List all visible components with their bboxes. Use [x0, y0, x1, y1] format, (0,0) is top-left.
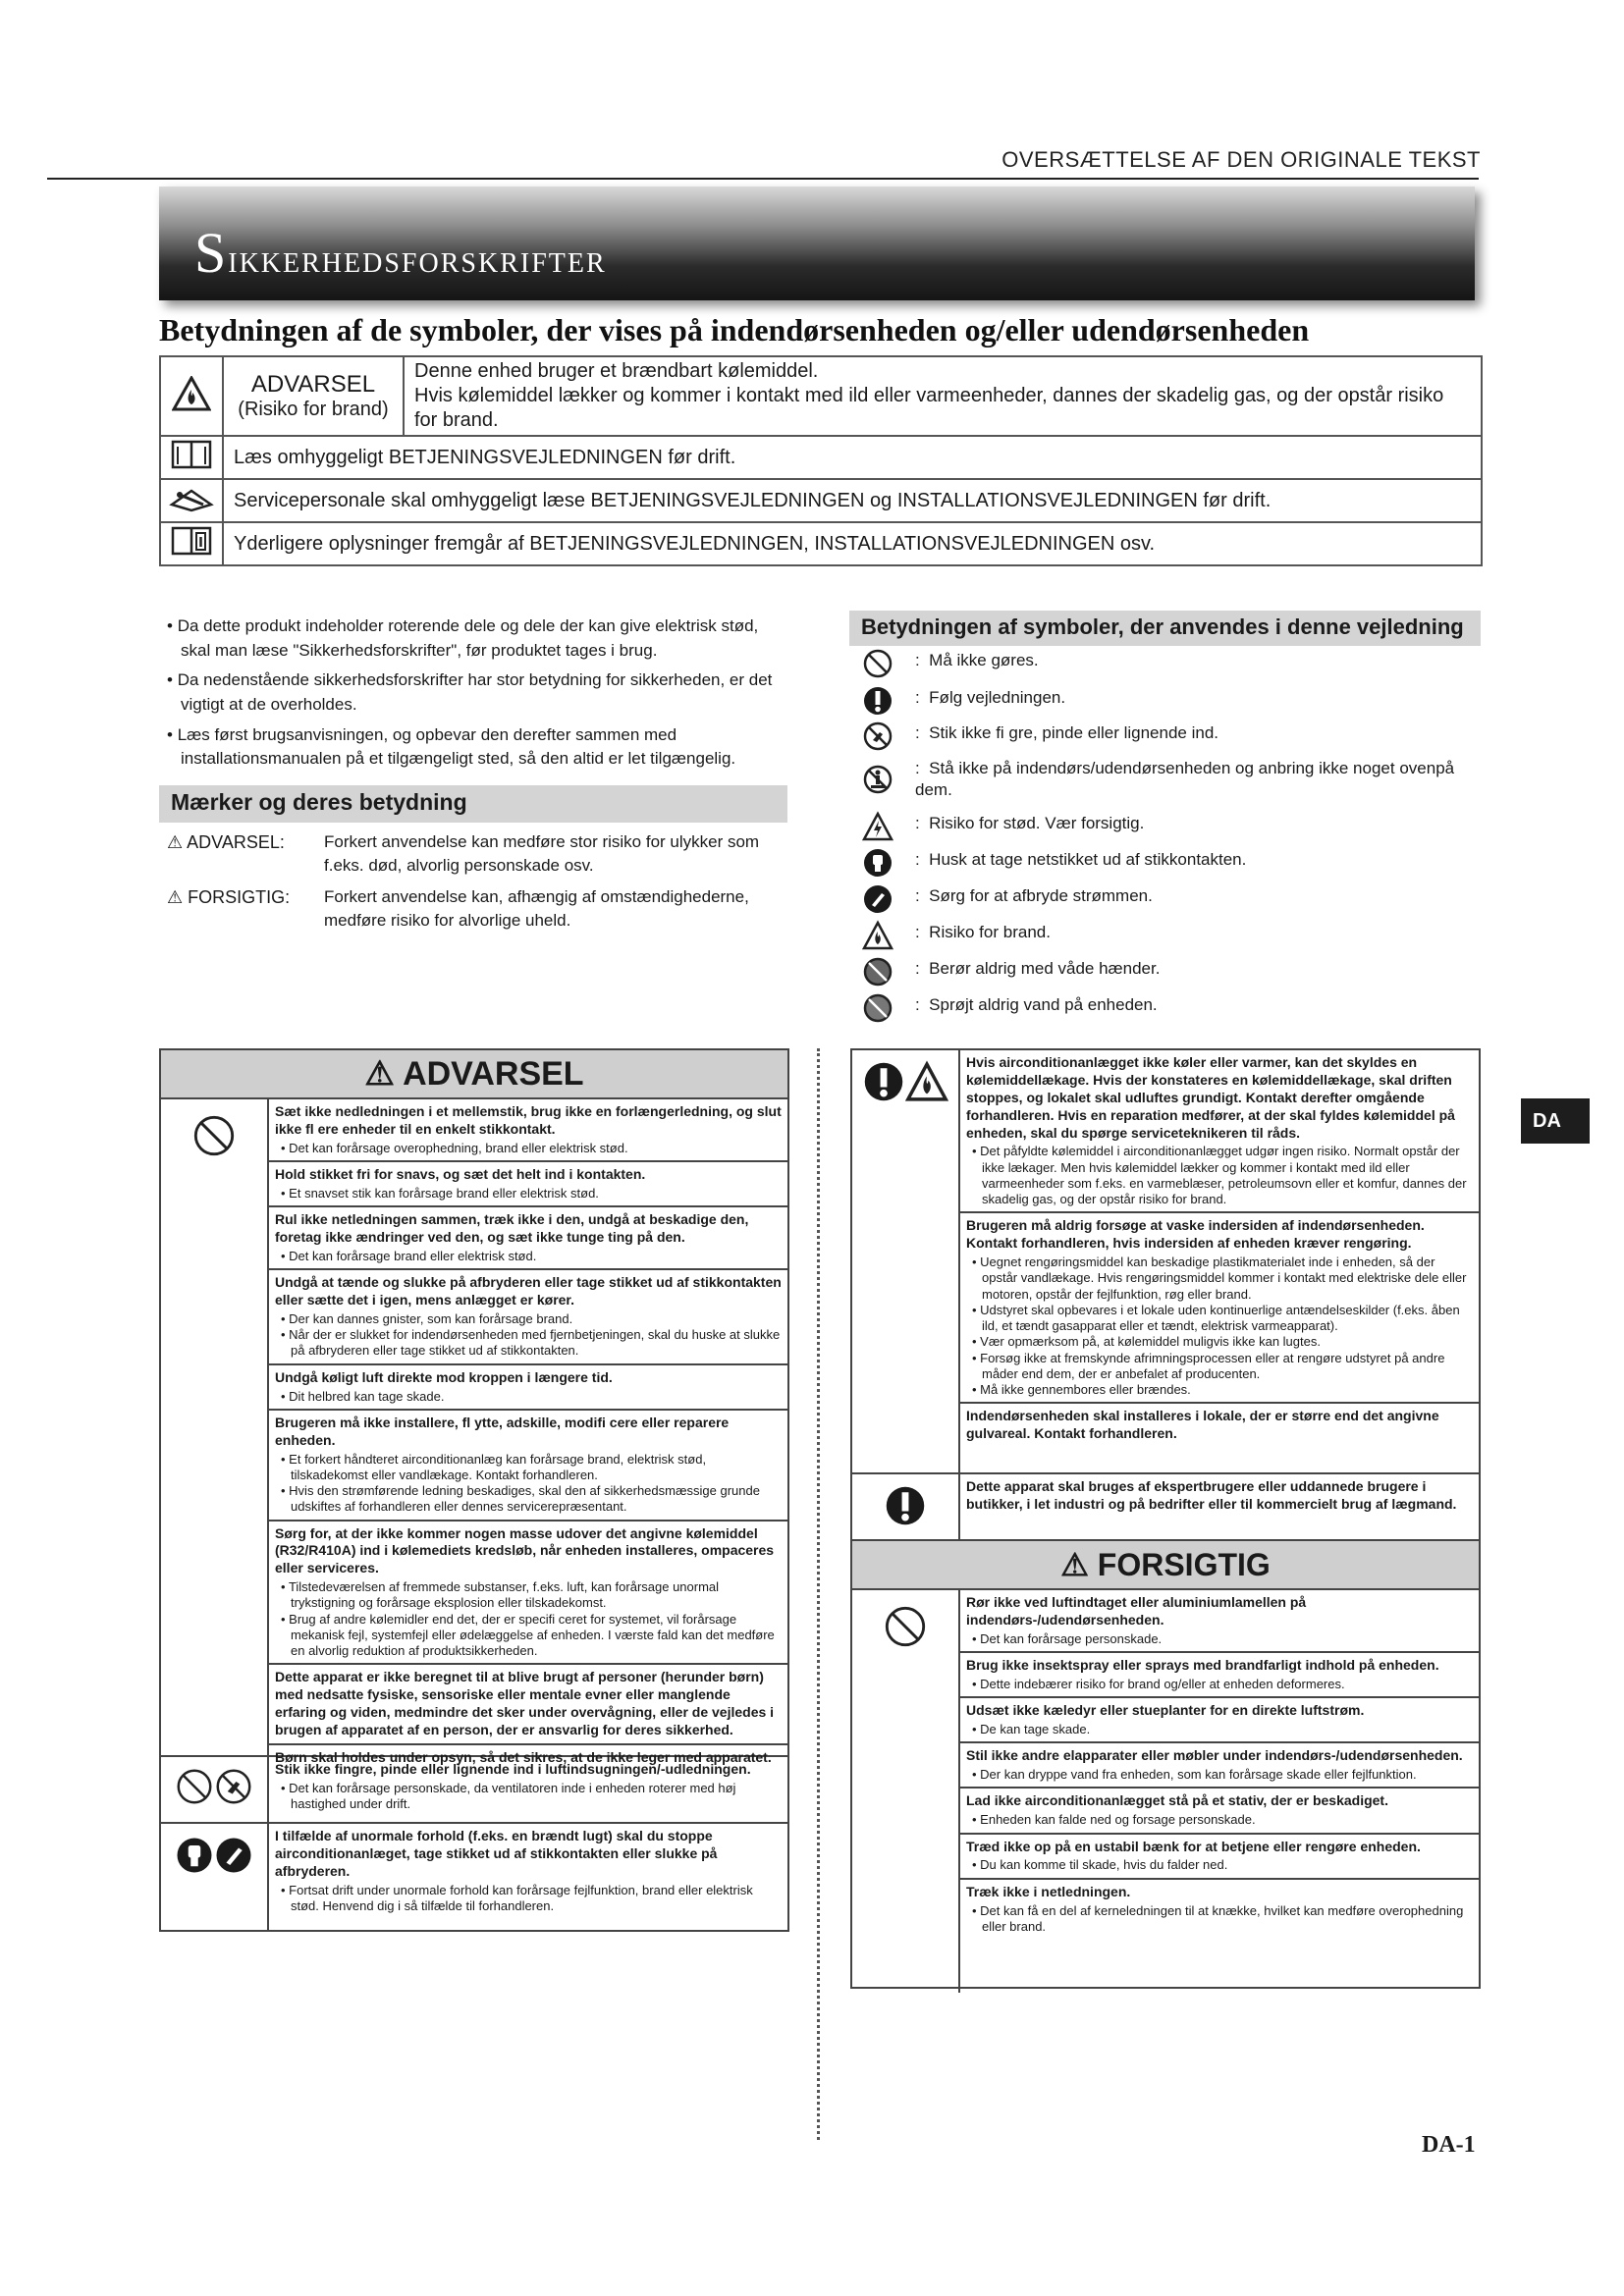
advarsel-right-group-1 [852, 1050, 1479, 1474]
list-item: Hvis airconditionanlægget ikke køler eller varmer, kan det skyldes en kølemiddellækage. Hvis der konstateres en kølemiddellækage, skal driften stoppes, og lokalet skal udluftes grundigt. Kontakt derefter omgående forhandleren. Hvis en reparation medfører, at der skal fyldes kølemiddel på enheden, skal du spørge serviceteknikeren til råds. • Det påfyldte kølemiddel i airconditionanlægget udgør ingen risiko. Normalt opstår der ikke lækager. Men hvis kølemiddel lækker og kommer i kontakt med ild eller varmeenheder som f.eks. en varmeblæser, petroleumsovn eller et komfur, dannes der skadelig gas, og der opstår risiko for brand. [960, 1050, 1479, 1213]
warning-mark: ⚠ ADVARSEL: Forkert anvendelse kan medføre stor risiko for ulykker som f.eks. død, alvorlig personskade osv. [167, 832, 760, 875]
list-item: Hold stikket fri for snavs, og sæt det helt ind i kontakten. • Et snavset stik kan forårsage brand eller elektrisk stød. [269, 1162, 787, 1207]
list-item: Brug ikke insektspray eller sprays med brandfarligt indhold på enheden. • Dette indebærer risiko for brand og/eller at enheden deformeres. [960, 1653, 1479, 1698]
symbols-heading: Betydningen af symboler, der anvendes i denne vejledning [849, 611, 1481, 646]
prohibited-icon [175, 1767, 214, 1806]
list-item: Sæt ikke nedledningen i et mellemstik, brug ikke en forlængerledning, og slut ikke fl ere enheder til en enkelt stikkontakt. • Det kan forårsage overophedning, brand eller elektrisk stød. [269, 1099, 787, 1162]
caution-triangle-icon: ⚠ [167, 887, 184, 907]
list-item: Dette apparat skal bruges af ekspertbrugere eller uddannede brugere i butikker, i let industri og på bedrifter eller til kommercielt brug af lægmand. [966, 1478, 1457, 1512]
mandatory-icon [862, 685, 893, 717]
no-fingers-icon [862, 721, 893, 752]
caution-mark: ⚠ FORSIGTIG: Forkert anvendelse kan, afhængig af omstændighederne, medføre risiko for alvorlige uheld. [167, 887, 749, 930]
unplug-icon [175, 1836, 214, 1875]
list-item: Udsæt ikke kæledyr eller stueplanter for en direkte luftstrøm. • De kan tage skade. [960, 1698, 1479, 1743]
mandatory-icon [884, 1484, 927, 1527]
advarsel-right-group-2 [852, 1474, 1479, 1541]
page-number: DA-1 [1422, 2132, 1476, 2158]
list-item: Lad ikke airconditionanlægget stå på et stativ, der er beskadiget. • Enheden kan falde ned og forsage personskade. [960, 1789, 1479, 1834]
advarsel-panel-left [159, 1048, 789, 1932]
list-item: • Læs først brugsanvisningen, og opbevar den derefter sammen med installationsmanualen på et tilgængeligt sted, så den altid er let tilgængelig. [159, 723, 787, 772]
advarsel-panel-right [850, 1048, 1481, 1989]
list-item: Sørg for, at der ikke kommer nogen masse udover det angivne kølemiddel (R32/R410A) ind i kølemediets kredsløb, når enheden installeres, ompaceres eller serviceres. • Tilstedeværelsen af fremmede substanser, f.eks. luft, kan forårsage unormal trykstigning og forårsage eksplosion eller tilskadekomst. • Brug af andre kølemidler end det, der er specifi ceret for systemet, vil forårsage mekanisk fejl, systemfejl eller ødelæggelse af enheden. I værste fald kan det medføre en alvorlig reduktion af produktsikkerheden. [269, 1522, 787, 1666]
list-item: Rul ikke netledningen sammen, træk ikke i den, undgå at beskadige den, foretag ikke ændringer ved den, og sæt ikke tunge ting på den. • Det kan forårsage brand eller elektrisk stød. [269, 1207, 787, 1270]
list-item: Stil ikke andre elapparater eller møbler under indendørs-/udendørsenheden. • Der kan dryppe vand fra enheden, som kan forårsage skade eller fejlfunktion. [960, 1743, 1479, 1789]
title-band [159, 187, 1475, 300]
header-rule [47, 178, 1479, 180]
list-item: Træk ikke i netledningen. • Det kan få en del af kerneledningen til at knække, hvilket kan medføre overophedning eller brand. [960, 1880, 1479, 1939]
service-manual-row: Servicepersonale skal omhyggeligt læse BETJENINGSVEJLEDNINGEN og INSTALLATIONSVEJLEDNINGEN før drift. [223, 479, 1482, 522]
book-icon [160, 436, 223, 479]
fire-risk-icon [862, 920, 893, 951]
advarsel-group-2 [161, 1757, 787, 1824]
page-title: Sikkerhedsforskrifter [194, 221, 607, 285]
list-item: Undgå køligt luft direkte mod kroppen i længere tid. • Dit helbred kan tage skade. [269, 1365, 787, 1411]
list-item: I tilfælde af unormale forhold (f.eks. en brændt lugt) skal du stoppe airconditionanlæget, tage stikket ud af stikkontakten eller slukke på afbryderen. • Fortsat drift under unormale forhold kan forårsage fejlfunktion, brand eller elektrisk stød. Henvend dig i så tilfælde til forhandleren. [269, 1824, 787, 1918]
forsigtig-group [852, 1590, 1479, 1993]
warning-label-cell: ADVARSEL (Risiko for brand) [223, 356, 404, 436]
caution-triangle-icon: ⚠ [1060, 1547, 1089, 1582]
mandatory-icon [862, 1060, 905, 1103]
advarsel-group-1-text [269, 1099, 787, 1765]
list-item: Undgå at tænde og slukke på afbryderen eller tage stikket ud af stikkontakten eller sætte det i igen, mens anlægget er kører. • Der kan dannes gnister, som kan forårsage brand. • Når der er slukket for indendørsenheden med fjernbetjeningen, skal du huske at slukke på afbryderen eller tage stikket ud af stikkontakten. [269, 1270, 787, 1365]
advarsel-group-1 [161, 1099, 787, 1765]
more-info-row: Yderligere oplysninger fremgår af BETJENINGSVEJLEDNINGEN, INSTALLATIONSVEJLEDNINGEN osv. [223, 522, 1482, 565]
language-tab: DA [1521, 1098, 1590, 1144]
marks-heading: Mærker og deres betydning [159, 785, 787, 823]
power-off-icon [214, 1836, 253, 1875]
list-item: • Da nedenstående sikkerhedsforskrifter har stor betydning for sikkerheden, er det vigtigt at de overholdes. [159, 668, 787, 717]
prohibited-icon [191, 1113, 237, 1158]
unplug-icon [862, 847, 893, 879]
intro-bullets [159, 614, 787, 777]
service-manual-icon [160, 479, 223, 522]
warning-text-cell: Denne enhed bruger et brændbart kølemiddel. Hvis kølemiddel lækker og kommer i kontakt med ild eller varmeenheder, dannes der skadelig gas, og der opstår risiko for brand. [404, 356, 1482, 436]
fire-risk-icon [905, 1060, 948, 1103]
shock-risk-icon [862, 811, 893, 842]
no-wet-hands-icon [862, 956, 893, 988]
list-item: Brugeren må ikke installere, fl ytte, adskille, modifi cere eller reparere enheden. • Et forkert håndteret airconditionanlæg kan forårsage brand, elektrisk stød, tilskadekomst eller vandlækage. Kontakt forhandleren. • Hvis den strømførende ledning beskadiges, skal den af sikkerhedsmæssige grunde udskiftes af forhandleren eller dennes servicerepræsentant. [269, 1411, 787, 1522]
unit-symbols-table [159, 355, 1483, 566]
list-item: Indendørsenheden skal installeres i lokale, der er større end det angivne gulvareal. Kontakt forhandleren. [966, 1408, 1439, 1442]
read-manual-row: Læs omhyggeligt BETJENINGSVEJLEDNINGEN før drift. [223, 436, 1482, 479]
advarsel-group-3 [161, 1824, 787, 1932]
no-fingers-icon [214, 1767, 253, 1806]
column-divider [817, 1048, 820, 2140]
list-item: Stik ikke fingre, pinde eller lignende ind i luftindsugningen/-udledningen. • Det kan forårsage personskade, da ventilatoren inde i enheden roterer med høj hastighed under drift. [269, 1757, 787, 1816]
list-item: • Da dette produkt indeholder roterende dele og dele der kan give elektrisk stød, skal man læse "Sikkerhedsforskrifter", før produktet tages i brug. [159, 614, 787, 663]
warning-triangle-icon: ⚠ [167, 832, 184, 852]
forsigtig-heading: ⚠ FORSIGTIG [852, 1541, 1479, 1590]
info-book-icon [160, 522, 223, 565]
list-item: Træd ikke op på en ustabil bænk for at betjene eller rengøre enheden. • Du kan komme til skade, hvis du falder ned. [960, 1835, 1479, 1880]
translation-note: OVERSÆTTELSE AF DEN ORIGINALE TEKST [1001, 147, 1481, 172]
prohibited-icon [883, 1604, 928, 1649]
list-item: Rør ikke ved luftindtaget eller aluminiumlamellen på indendørs-/udendørsenheden. • Det kan forårsage personskade. [960, 1590, 1479, 1653]
fire-warning-icon [160, 356, 223, 436]
prohibited-icon [862, 648, 893, 679]
warning-triangle-icon: ⚠ [364, 1055, 395, 1093]
power-off-icon [862, 883, 893, 915]
no-standing-icon [862, 764, 893, 795]
section-heading: Betydningen af de symboler, der vises på indendørsenheden og/eller udendørsenheden [159, 312, 1310, 347]
list-item: Brugeren må aldrig forsøge at vaske indersiden af indendørsenheden. Kontakt forhandleren, hvis indersiden af enheden kræver rengøring. • Uegnet rengøringsmiddel kan beskadige plastikmaterialet inde i enheden, så der opstår vandlækage. Hvis rengøringsmiddel kommer i kontakt med elektriske dele eller motoren, opstår der fejlfunktion, røg eller brand. • Udstyret skal opbevares i et lokale uden kontinuerlige antændelseskilder (f.eks. åben ild, et tændt gasapparat eller et tændt, elektrisk varmeapparat). • Vær opmærksom på, at kølemiddel muligvis ikke kan lugtes. • Forsøg ikke at fremskynde afrimningsprocessen eller at rengøre udstyret på andre måder end dem, der er anbefalet af producenten. • Må ikke gennembores eller brændes. [960, 1213, 1479, 1404]
list-item: Børn skal holdes under opsyn, så det sikres, at de ikke leger med apparatet. [275, 1748, 772, 1765]
warning-mark-key: ⚠ ADVARSEL: [167, 832, 285, 852]
caution-mark-key: ⚠ FORSIGTIG: [167, 887, 291, 907]
list-item: Dette apparat er ikke beregnet til at blive brugt af personer (herunder børn) med nedsatte fysiske, sensoriske eller mentale evner eller manglende erfaring og viden, medmindre det sker under overvågning, eller de vejledes i brugen af apparatet af en person, der er ansvarlig for deres sikkerhed. [269, 1665, 787, 1745]
advarsel-heading: ⚠ ADVARSEL [161, 1050, 787, 1099]
no-water-spray-icon [862, 992, 893, 1024]
